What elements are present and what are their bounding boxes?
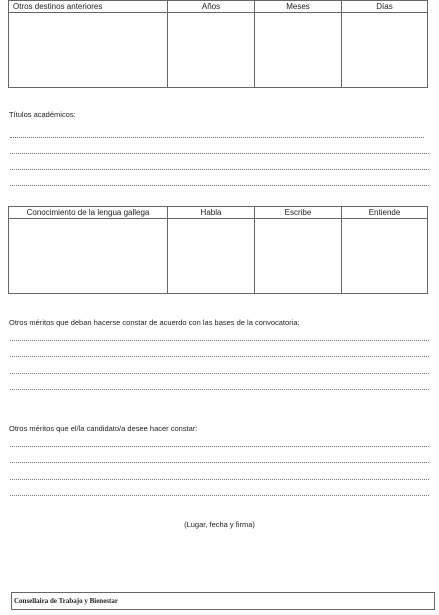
merits-candidate-line-3[interactable] [10,479,429,480]
merits-bases-label: Otros méritos que deban hacerse constar de acuerdo con las bases de la convocatoria: [9,318,300,327]
column-header-destinos: Otros destinos anteriores [9,1,168,13]
academic-titles-line-4[interactable] [10,185,429,186]
galician-language-table [8,206,428,294]
table-header-row [9,1,428,13]
merits-bases-line-1[interactable] [10,340,429,341]
merits-candidate-line-2[interactable] [10,462,429,463]
cell-conocimiento[interactable] [9,219,168,294]
column-header-habla: Habla [168,207,255,219]
merits-bases-line-4[interactable] [10,389,429,390]
academic-titles-line-2[interactable] [10,153,429,154]
column-header-dias: Días [342,1,428,13]
table-header-row [9,207,428,219]
merits-bases-line-3[interactable] [10,373,429,374]
cell-destinos[interactable] [9,13,168,88]
cell-habla[interactable] [168,219,255,294]
merits-bases-line-2[interactable] [10,356,429,357]
cell-anos[interactable] [168,13,255,88]
column-header-anos: Años [168,1,255,13]
academic-titles-line-3[interactable] [10,169,429,170]
cell-dias[interactable] [342,13,428,88]
academic-titles-line-1[interactable] [10,137,424,138]
table-row [9,13,428,88]
cell-entiende[interactable] [342,219,428,294]
merits-candidate-line-1[interactable] [10,446,429,447]
academic-titles-label: Títulos académicos: [9,110,76,119]
merits-candidate-line-4[interactable] [10,495,429,496]
column-header-meses: Meses [255,1,342,13]
signature-caption: (Lugar, fecha y firma) [184,520,255,529]
column-header-conocimiento: Conocimiento de la lengua gallega [9,207,168,219]
footer-department: Consellaira de Trabajo y Bienestar [14,597,118,605]
cell-escribe[interactable] [255,219,342,294]
merits-candidate-label: Otros méritos que el/la candidato/a desee hacer constar: [9,424,198,433]
table-row [9,219,428,294]
previous-posts-table [8,0,428,88]
column-header-escribe: Escribe [255,207,342,219]
column-header-entiende: Entiende [342,207,428,219]
cell-meses[interactable] [255,13,342,88]
